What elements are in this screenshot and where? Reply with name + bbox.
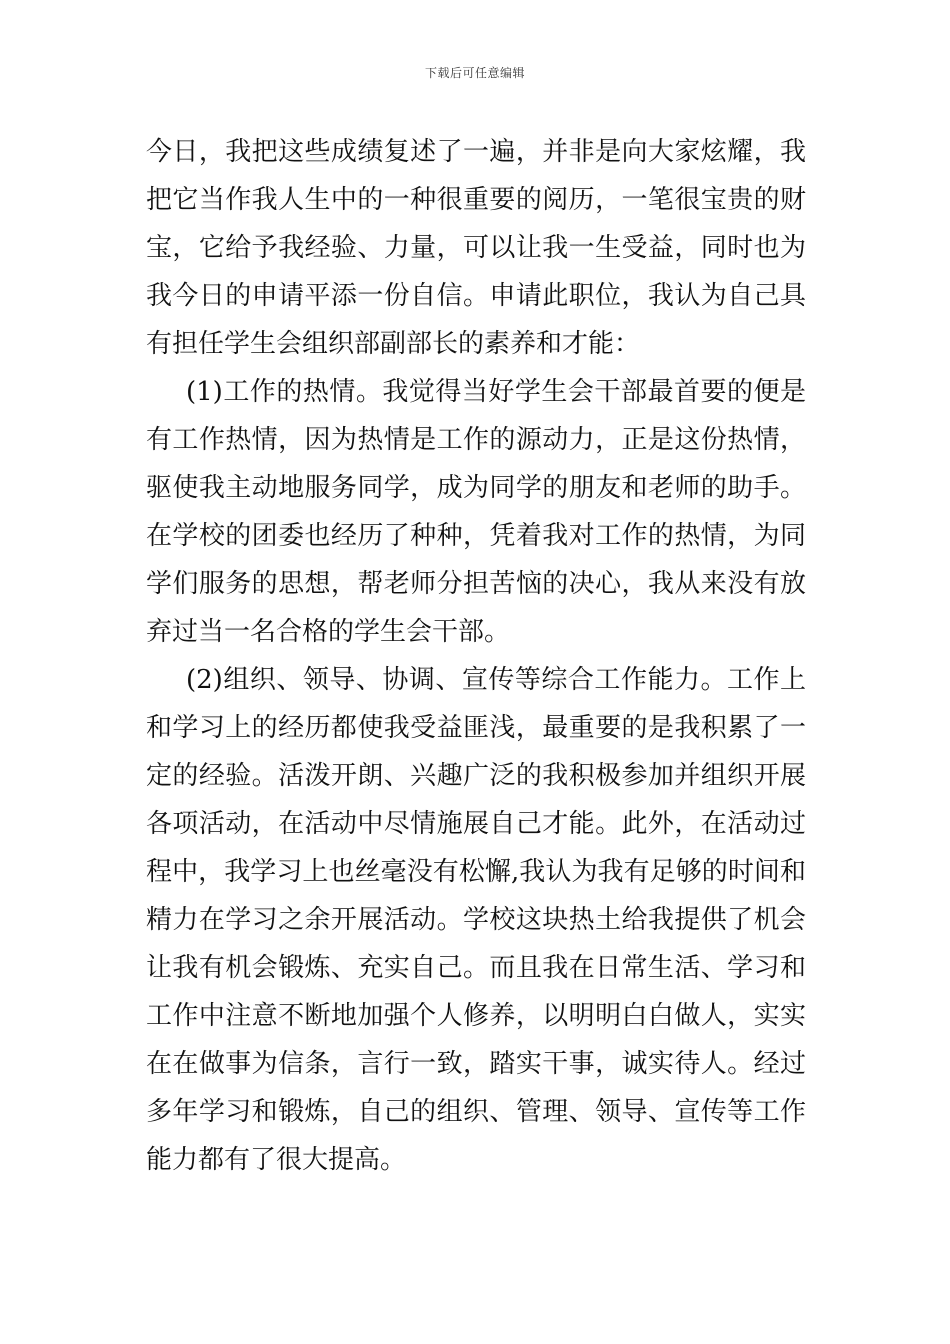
text-line: 弃过当一名合格的学生会干部。 (146, 617, 511, 647)
text-line: 各项活动，在活动中尽情施展自己才能。此外，在活动过 (146, 809, 806, 839)
text-line: 在学校的团委也经历了种种，凭着我对工作的热情，为同 (146, 521, 806, 551)
text-line: 在在做事为信条，言行一致，踏实干事，诚实待人。经过 (146, 1049, 806, 1079)
text-line: 有担任学生会组织部副部长的素养和才能： (146, 329, 641, 359)
text-line: (1)工作的热情。我觉得当好学生会干部最首要的便是 (186, 377, 806, 407)
body-text (146, 128, 806, 1184)
text-line: 让我有机会锻炼、充实自己。而且我在日常生活、学习和 (146, 953, 806, 983)
text-line: (2)组织、领导、协调、宣传等综合工作能力。工作上 (186, 665, 806, 695)
text-line: 有工作热情，因为热情是工作的源动力，正是这份热情， (146, 425, 806, 455)
text-line: 定的经验。活泼开朗、兴趣广泛的我积极参加并组织开展 (146, 761, 806, 791)
text-line: 我今日的申请平添一份自信。申请此职位，我认为自己具 (146, 281, 806, 311)
page-header: 下载后可任意编辑 (424, 66, 525, 80)
text-line: 宝，它给予我经验、力量，可以让我一生受益，同时也为 (146, 233, 806, 263)
text-line: 今日，我把这些成绩复述了一遍，并非是向大家炫耀，我 (146, 137, 806, 167)
text-line: 能力都有了很大提高。 (146, 1145, 407, 1175)
text-line: 和学习上的经历都使我受益匪浅，最重要的是我积累了一 (146, 713, 806, 743)
text-line: 精力在学习之余开展活动。学校这块热土给我提供了机会 (146, 905, 806, 935)
text-line: 驱使我主动地服务同学，成为同学的朋友和老师的助手。 (146, 473, 806, 503)
text-line: 把它当作我人生中的一种很重要的阅历，一笔很宝贵的财 (146, 185, 806, 215)
text-line: 多年学习和锻炼，自己的组织、管理、领导、宣传等工作 (146, 1097, 806, 1127)
text-line: 工作中注意不断地加强个人修养，以明明白白做人，实实 (146, 1001, 806, 1031)
text-line: 学们服务的思想，帮老师分担苦恼的决心，我从来没有放 (146, 569, 806, 599)
text-line: 程中，我学习上也丝毫没有松懈,我认为我有足够的时间和 (146, 857, 806, 887)
